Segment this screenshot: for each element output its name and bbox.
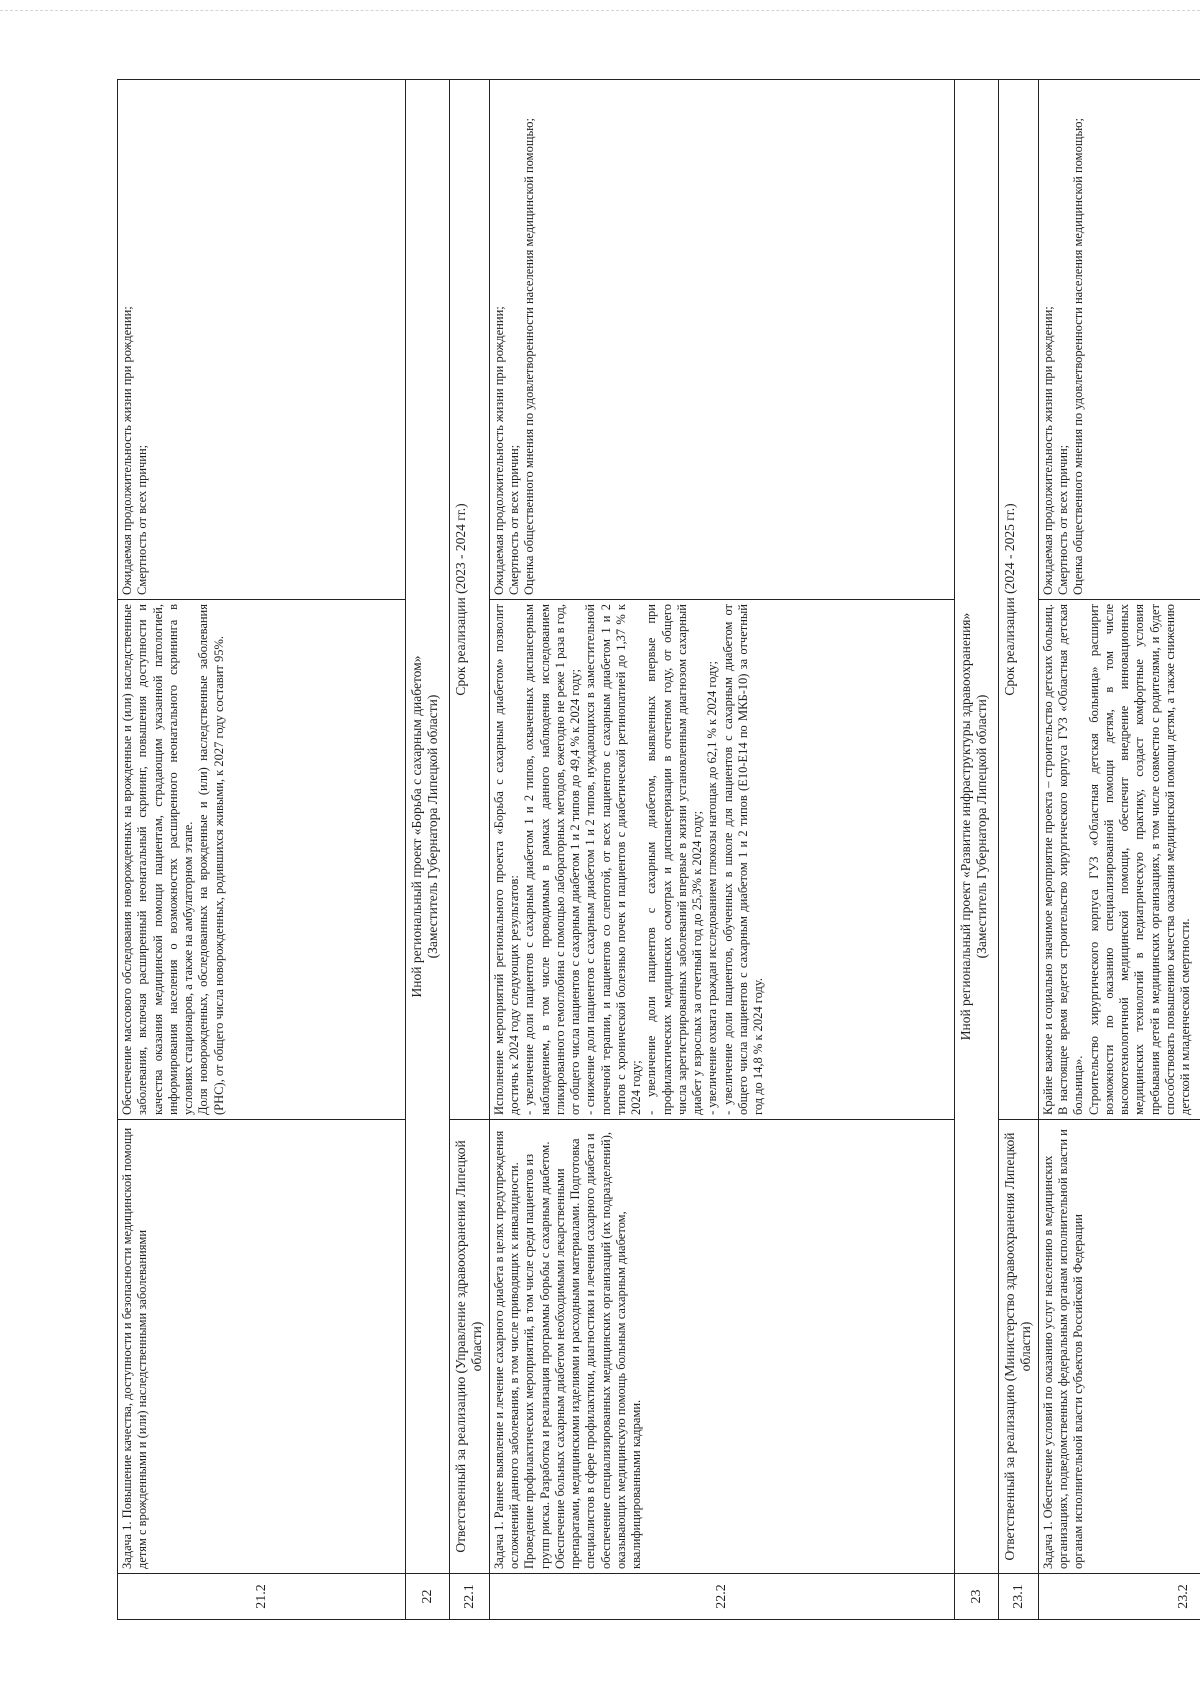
table-row-23 bbox=[954, 80, 998, 1620]
table-row-22-1 bbox=[450, 80, 490, 1620]
project-title: Иной региональный проект «Развитие инфраструктуры здравоохранения» bbox=[957, 612, 973, 1041]
indicator-item: Оценка общественного мнения по удовлетворенности населения медицинской помощью; bbox=[522, 118, 537, 595]
row-number: 21.2 bbox=[118, 1574, 406, 1620]
indicator-item: Смертность от всех причин; bbox=[135, 444, 150, 595]
description-paragraph: Строительство хирургического корпуса ГУЗ «Областная детская больница» расширит возможности по оказанию специализированной помощи детям, в том числе высокотехнологичной медицинской помощи, обеспечит внедрение инновационных медицинских технологий в педиатрическую практику, создаст комфортные условия пребывания детей в медицинских организациях, в том числе совместно с родителями, и будет способствовать повышению качества оказания медицинской помощи детям, а также снижению детской и младенческой смертности. bbox=[1086, 604, 1193, 1115]
responsible-cell: Ответственный за реализацию (Управление здравоохранения Липецкой области) bbox=[450, 1120, 490, 1574]
rotated-table-page bbox=[117, 80, 1200, 1620]
description-paragraph: - увеличение охвата граждан исследованием глюкозы натощак до 62,1 % к 2024 году; bbox=[705, 661, 720, 1115]
row-number: 23 bbox=[954, 1574, 998, 1620]
row-number: 22.1 bbox=[450, 1574, 490, 1620]
indicators-cell bbox=[1038, 80, 1200, 600]
page-top-divider bbox=[0, 10, 1200, 11]
indicators-cell bbox=[489, 80, 954, 600]
row-number: 22.2 bbox=[489, 1574, 954, 1620]
project-title-cell bbox=[406, 80, 450, 1574]
table-row-22 bbox=[406, 80, 450, 1620]
description-paragraph: Обеспечение массового обследования новорожденных на врожденные и (или) наследственные заболевания, включая расширенный неонатальный скрининг, повышения доступности и качества оказания медицинской помощи пациентам, страдающим указанной патологией, информирования населения о возможностях расширенного неонатального скрининга в условиях стационаров, а также на амбулаторном этапе. bbox=[120, 604, 195, 1115]
description-paragraph: - увеличение доли пациентов, обученных в школе для пациентов с сахарным диабетом от общего числа пациентов с сахарным диабетом 1 и 2 типов (Е10-Е14 по МКБ-10) за отчетный год до 14,8 % к 2024 году. bbox=[720, 604, 766, 1115]
project-table bbox=[117, 79, 1200, 1620]
table-row-21-2 bbox=[118, 80, 406, 1620]
table-row-23-2 bbox=[1038, 80, 1200, 1620]
task-cell: Задача 1. Повышение качества, доступности и безопасности медицинской помощи детям с врожденными и (или) наследственными заболеваниями bbox=[118, 1120, 406, 1574]
project-title: Иной региональный проект «Борьба с сахарным диабетом» bbox=[409, 655, 424, 998]
term-cell: Срок реализации (2023 - 2024 гг.) bbox=[450, 80, 490, 1120]
task-cell: Задача 1. Обеспечение условий по оказанию услуг населению в медицинских организациях, подведомственных федеральным органам исполнительной власти и органам исполнительной власти субъектов Российской Федерации bbox=[1038, 1120, 1200, 1574]
row-number: 22 bbox=[406, 1574, 450, 1620]
project-curator: (Заместитель Губернатора Липецкой области) bbox=[425, 694, 441, 959]
row-number: 23.1 bbox=[998, 1574, 1038, 1620]
table-row-22-2 bbox=[489, 80, 954, 1620]
project-title-cell bbox=[954, 80, 998, 1574]
term-cell: Срок реализации (2024 - 2025 гг.) bbox=[998, 80, 1038, 1120]
task-cell: Задача 1. Раннее выявление и лечение сахарного диабета в целях предупреждения осложнений данного заболевания, в том числе приводящих к инвалидности. Проведение профилактических мероприятий, в том числе среди пациентов из групп риска. Разработка и реализация программы борьбы с сахарным диабетом. Обеспечение больных сахарным диабетом необходимыми лекарственными препаратами, медицинскими изделиями и расходными материалами. Подготовка специалистов в сфере профилактики, диагностики и лечения сахарного диабета и обеспечение специализированных медицинских организаций (их подразделений), оказывающих медицинскую помощь больным сахарным диабетом, квалифицированными кадрами. bbox=[489, 1120, 954, 1574]
description-cell bbox=[1038, 600, 1200, 1120]
description-paragraph: Исполнение мероприятий регионального проекта «Борьба с сахарным диабетом» позволит достичь к 2024 году следующих результатов: bbox=[491, 604, 522, 1115]
description-paragraph: - увеличение доли пациентов с сахарным диабетом, выявленных впервые при профилактических медицинских осмотрах и диспансеризации в отчетном году, от общего числа зарегистрированных заболеваний впервые в жизни установленным диагнозом сахарный диабет у взрослых за отчетный год до 25,3% к 2024 году; bbox=[644, 604, 705, 1115]
description-paragraph: - снижение доли пациентов с сахарным диабетом 1 и 2 типов, нуждающихся в заместительной почечной терапии, и пациентов со слепотой, от всех пациентов с сахарным диабетом 1 и 2 типов с хронической болезнью почек и пациентов с диабетической ретинопатией до 1,37 % к 2024 году; bbox=[583, 604, 644, 1115]
responsible-cell: Ответственный за реализацию (Министерство здравоохранения Липецкой области) bbox=[998, 1120, 1038, 1574]
description-paragraph: Крайне важное и социально значимое мероприятие проекта – строительство детских больниц. В настоящее время ведется строительство хирургического корпуса ГУЗ «Областная детская больница». bbox=[1040, 604, 1086, 1115]
indicators-cell bbox=[118, 80, 406, 600]
indicator-item: Ожидаемая продолжительность жизни при рождении; bbox=[120, 306, 134, 595]
indicator-item: Смертность от всех причин; bbox=[1056, 444, 1071, 595]
description-paragraph: Доля новорожденных, обследованных на врожденные и (или) наследственные заболевания (РНС), от общего числа новорожденных, родившихся живыми, к 2027 году составит 95%. bbox=[196, 604, 226, 1115]
indicator-item: Смертность от всех причин; bbox=[507, 444, 522, 595]
project-curator: (Заместитель Губернатора Липецкой области) bbox=[974, 694, 990, 959]
table-row-23-1 bbox=[998, 80, 1038, 1620]
indicator-item: Ожидаемая продолжительность жизни при рождении; bbox=[491, 306, 506, 595]
description-cell bbox=[118, 600, 406, 1120]
description-cell bbox=[489, 600, 954, 1120]
row-number: 23.2 bbox=[1038, 1574, 1200, 1620]
indicator-item: Оценка общественного мнения по удовлетворенности населения медицинской помощью; bbox=[1071, 118, 1086, 595]
description-paragraph: - увеличение доли пациентов с сахарным диабетом 1 и 2 типов, охваченных диспансерным наблюдением, в том числе проводимым в рамках данного наблюдения исследованием гликированного гемоглобина с помощью лабораторных методов, ежегодно не реже 1 раза в год, от общего числа пациентов с сахарным диабетом 1 и 2 типов до 49,4 % к 2024 году; bbox=[522, 604, 583, 1115]
indicator-item: Ожидаемая продолжительность жизни при рождении; bbox=[1040, 306, 1055, 595]
